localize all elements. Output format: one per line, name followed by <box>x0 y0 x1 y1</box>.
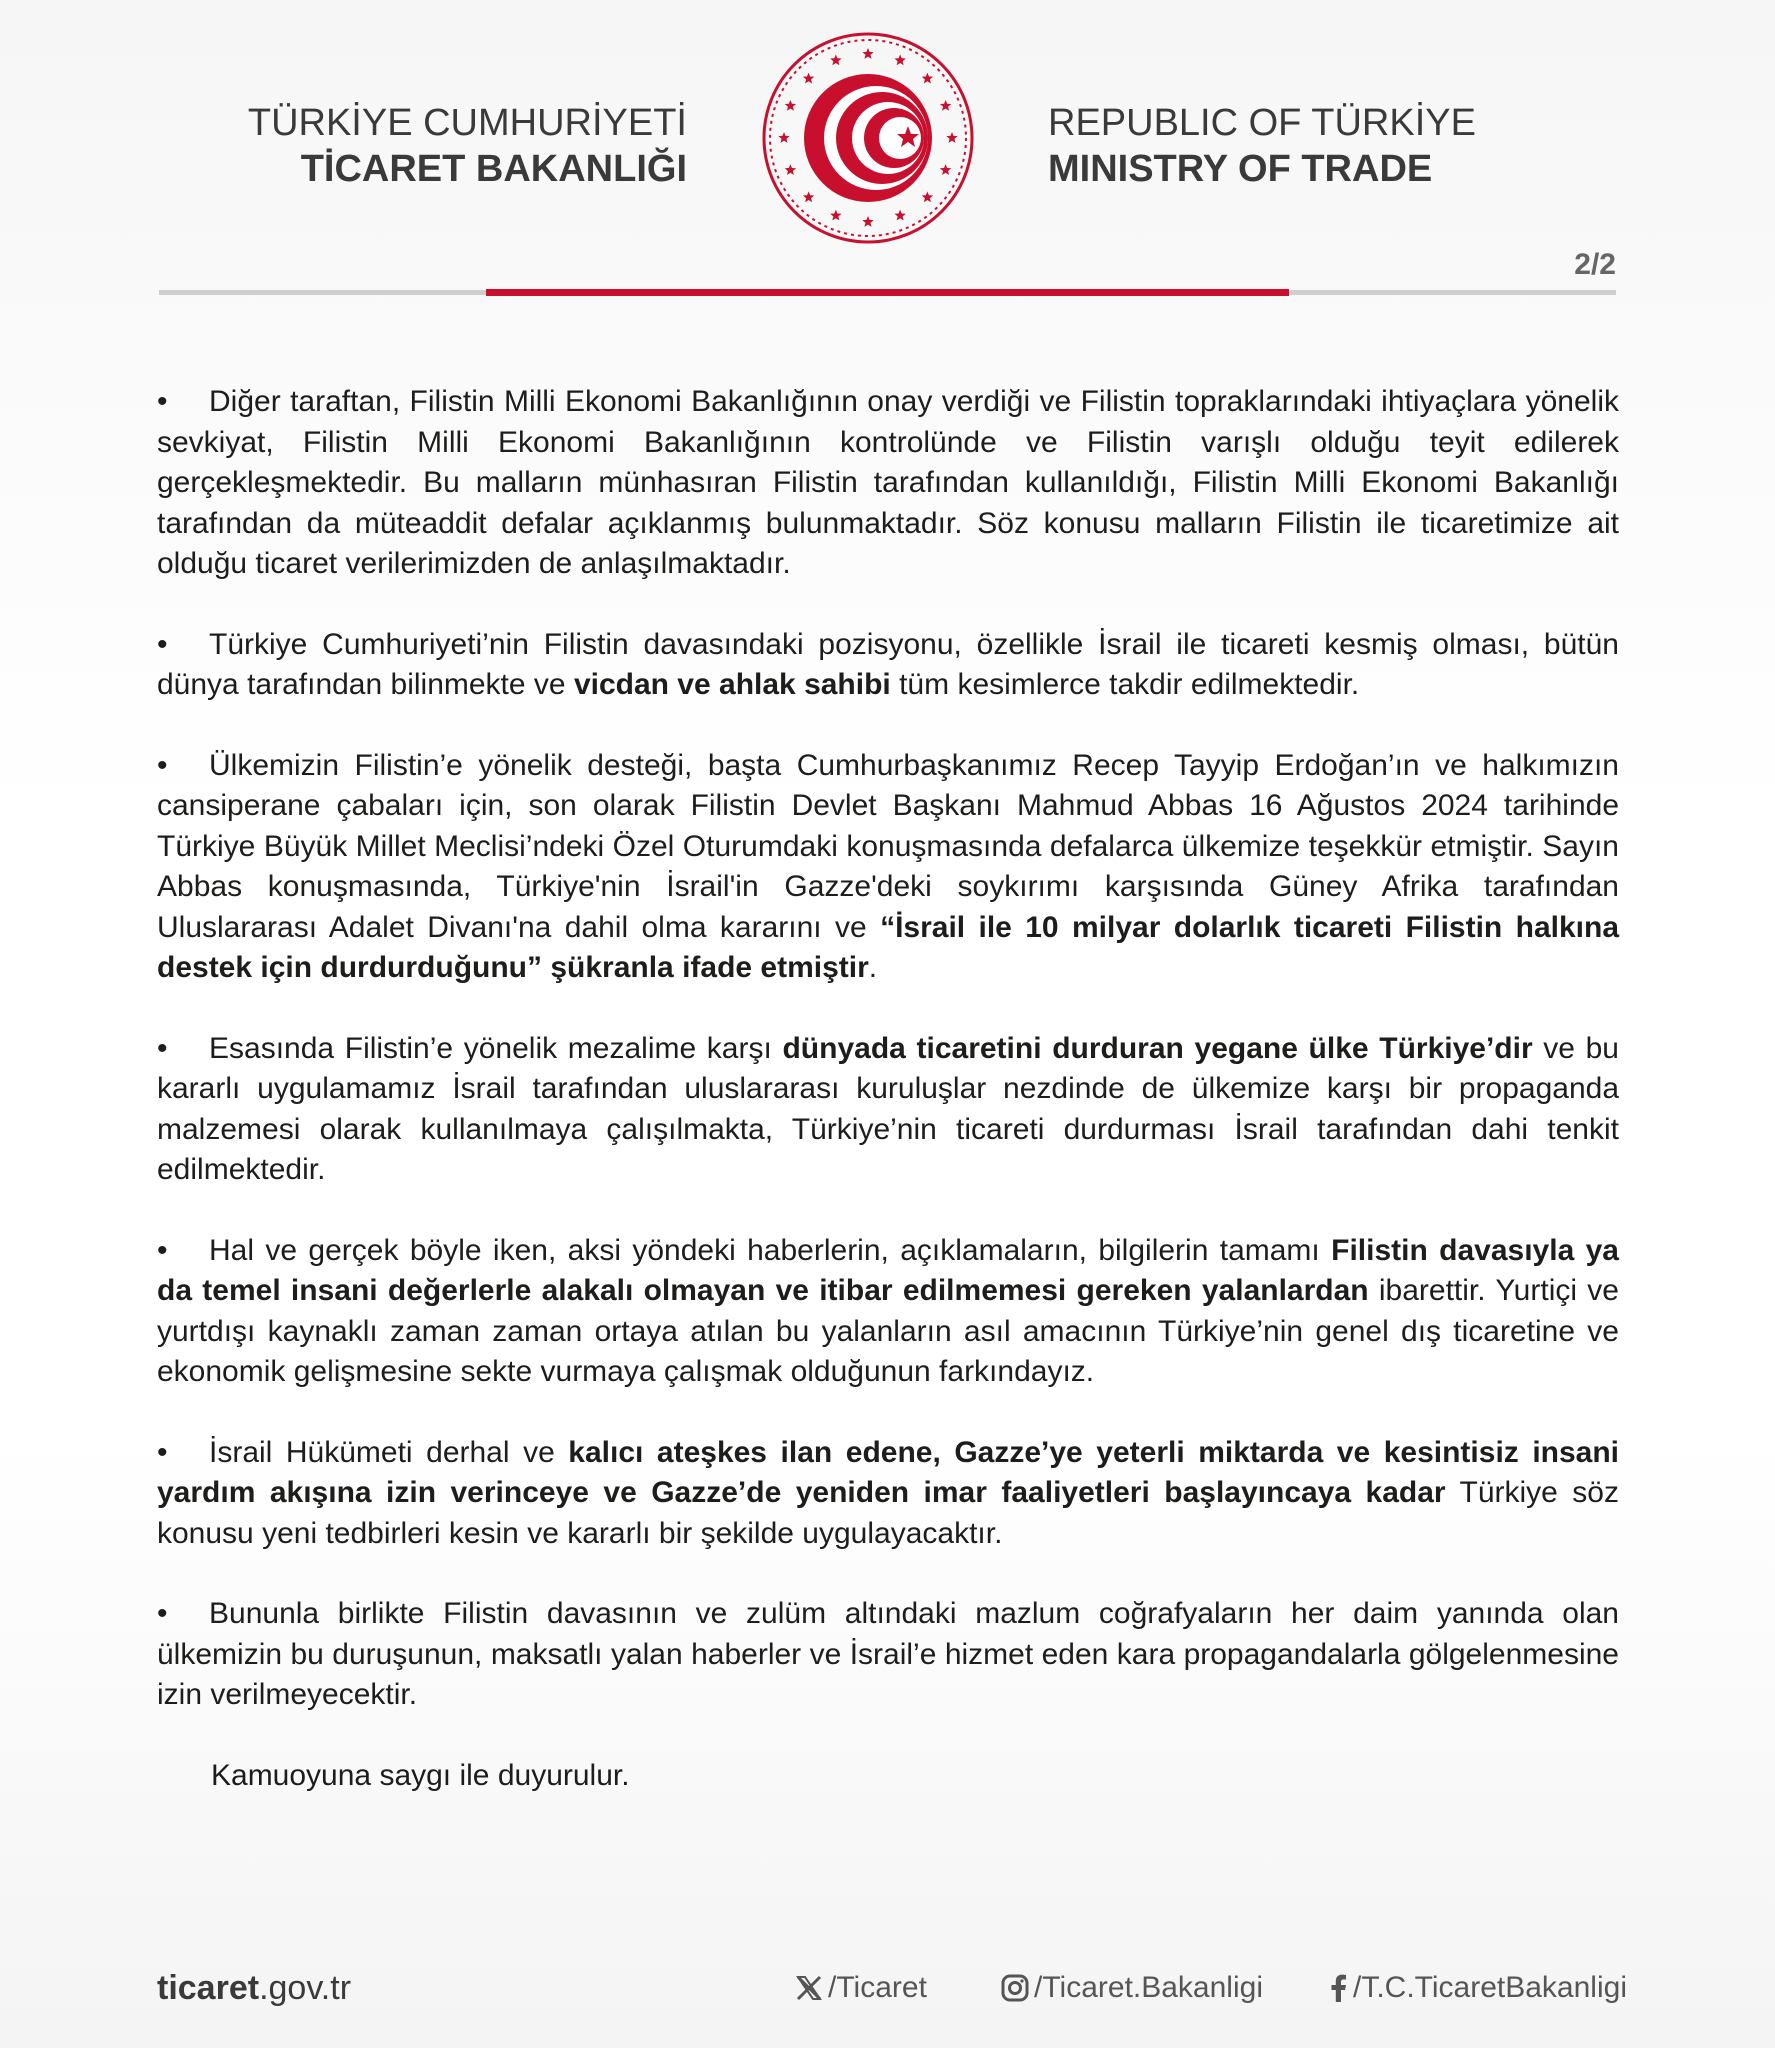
bullet: • <box>157 385 168 418</box>
page-number: 2/2 <box>1574 248 1616 281</box>
emblem-star-icon <box>803 191 814 202</box>
x-handle: /Ticaret <box>828 1971 927 2004</box>
header-right-title <box>1048 100 1476 192</box>
paragraph-5-bold: Filistin davasıyla ya da temel insani değerlerle alakalı olmayan ve itibar edilmemesi gereken yalanlardan <box>157 1233 1619 1307</box>
emblem-star-icon <box>940 100 951 111</box>
emblem-star-icon <box>946 132 957 143</box>
instagram-link[interactable] <box>1000 1971 1263 2005</box>
website-bold: ticaret <box>157 1969 260 2007</box>
facebook-handle: /T.C.TicaretBakanligi <box>1353 1971 1627 2004</box>
paragraph-3-bold: “İsrail ile 10 milyar dolarlık ticareti Filistin halkına destek için durdurduğunu” şükranla ifade etmiştir <box>157 910 1620 984</box>
paragraph-5 <box>157 1231 1619 1393</box>
footer <box>157 1969 1627 2019</box>
emblem-star-icon <box>862 216 873 227</box>
emblem-star-icon <box>803 73 814 84</box>
bullet: • <box>157 1435 168 1469</box>
emblem-star-icon <box>940 164 951 175</box>
header-left-line1: TÜRKİYE CUMHURİYETİ <box>247 102 687 144</box>
paragraph-2-bold: vicdan ve ahlak sahibi <box>573 668 891 701</box>
bullet: • <box>157 1233 168 1267</box>
paragraph-6-text: İsrail Hükümeti derhal ve <box>209 1435 569 1469</box>
paragraph-3 <box>157 746 1619 989</box>
paragraph-7-text: Bununla birlikte Filistin davasının ve zulüm altındaki mazlum coğrafyaların her daim yanında olan ülkemizin bu duruşunun, maksatlı yalan haberler ve İsrail’e hizmet eden kara propagandalarla gölgelenmesine izin verilmeyecektir. <box>157 1597 1619 1711</box>
x-icon <box>794 1973 824 2003</box>
paragraph-7 <box>157 1594 1619 1716</box>
emblem-star-icon <box>862 48 873 59</box>
paragraph-2-text: Türkiye Cumhuriyeti’nin Filistin davasındaki pozisyonu, özellikle İsrail ile ticareti kesmiş olması, bütün dünya tarafından bilinmekte ve <box>157 627 1619 701</box>
website-link[interactable] <box>157 1969 351 2008</box>
paragraph-6-text-end: Türkiye söz konusu yeni tedbirleri kesin ve kararlı bir şekilde uygulayacaktır. <box>157 1476 1619 1550</box>
paragraph-2-text-end: tüm kesimlerce takdir edilmektedir. <box>890 668 1360 701</box>
instagram-icon <box>1000 1973 1030 2003</box>
x-link[interactable] <box>794 1971 927 2005</box>
emblem-star-icon <box>830 210 841 221</box>
facebook-icon <box>1327 1973 1349 2003</box>
emblem-star-icon <box>830 54 841 65</box>
paragraph-4 <box>157 1029 1619 1191</box>
bullet: • <box>157 748 168 782</box>
paragraph-2 <box>157 625 1619 706</box>
emblem-star-icon <box>922 191 933 202</box>
emblem-star-icon <box>922 73 933 84</box>
header-right-line2: MINISTRY OF TRADE <box>1048 148 1433 190</box>
paragraph-5-text-end: ibarettir. Yurtiçi ve yurtdışı kaynaklı zaman zaman ortaya atılan bu yalanların asıl amacının Türkiye’nin genel dış ticaretine ve ekonomik gelişmesine sekte vurmaya çalışmak olduğunun farkındayız. <box>157 1274 1619 1388</box>
paragraph-3-text: Ülkemizin Filistin’e yönelik desteği, başta Cumhurbaşkanımız Recep Tayyip Erdoğan’ın ve halkımızın cansiperane çabaları için, son olarak Filistin Devlet Başkanı Mahmud Abbas 16 Ağustos 2024 tarihinde Türkiye Büyük Millet Meclisi’ndeki Özel Oturumdaki konuşmasında defalarca ülkemize teşekkür etmiştir. Sayın Abbas konuşmasında, Türkiye'nin İsrail'in Gazze'deki soykırımı karşısında Güney Afrika tarafından Uluslararası Adalet Divanı'na dahil olma kararını ve <box>157 748 1619 944</box>
paragraph-6 <box>157 1433 1619 1555</box>
facebook-link[interactable] <box>1327 1971 1627 2005</box>
paragraph-6-bold: kalıcı ateşkes ilan edene, Gazze’ye yeterli miktarda ve kesintisiz insani yardım akışına izin verinceye ve Gazze’de yeniden imar faaliyetleri başlayıncaya kadar <box>157 1435 1620 1509</box>
bullet: • <box>157 1031 168 1065</box>
paragraph-4-text-end: ve bu kararlı uygulamamız İsrail tarafından uluslararası kuruluşlar nezdinde de ülkemize karşı bir propaganda malzemesi olarak kullanılmaya çalışılmakta, Türkiye’nin ticareti durdurması İsrail tarafından dahi tenkit edilmektedir. <box>157 1031 1619 1186</box>
ministry-emblem-icon <box>758 28 978 248</box>
emblem-star-icon <box>778 132 789 143</box>
emblem-star-icon <box>894 54 905 65</box>
paragraph-4-bold: dünyada ticaretini durduran yegane ülke Türkiye’dir <box>782 1031 1533 1065</box>
header-left-line2: TİCARET BAKANLIĞI <box>300 148 687 190</box>
emblem-star-icon <box>785 164 796 175</box>
header-right-line1: REPUBLIC OF TÜRKİYE <box>1048 102 1476 144</box>
website-rest: .gov.tr <box>259 1969 352 2007</box>
paragraph-5-text: Hal ve gerçek böyle iken, aksi yöndeki haberlerin, açıklamaların, bilgilerin tamamı <box>209 1233 1332 1267</box>
closing-line: Kamuoyuna saygı ile duyurulur. <box>211 1758 630 1792</box>
emblem-star-icon <box>894 210 905 221</box>
paragraph-1-text: Diğer taraftan, Filistin Milli Ekonomi Bakanlığının onay verdiği ve Filistin topraklarındaki ihtiyaçlara yönelik sevkiyat, Filistin Milli Ekonomi Bakanlığının kontrolünde ve Filistin varışlı olduğu teyit edilerek gerçekleşmektedir. Bu malların münhasıran Filistin tarafından kullanıldığı, Filistin Milli Ekonomi Bakanlığı tarafından da müteaddit defalar açıklanmış bulunmaktadır. Söz konusu malların Filistin ile ticaretimize ait olduğu ticaret verilerimizden de anlaşılmaktadır. <box>157 385 1619 580</box>
bullet: • <box>157 627 168 661</box>
bullet: • <box>157 1597 168 1630</box>
paragraph-1 <box>157 382 1619 585</box>
header-divider-accent <box>486 289 1289 296</box>
instagram-handle: /Ticaret.Bakanligi <box>1034 1971 1263 2004</box>
paragraph-3-text-end: . <box>868 951 878 984</box>
emblem-star-icon <box>785 100 796 111</box>
document-body <box>157 382 1619 1836</box>
header-left-title <box>248 100 687 192</box>
paragraph-4-text: Esasında Filistin’e yönelik mezalime karşı <box>209 1031 783 1065</box>
